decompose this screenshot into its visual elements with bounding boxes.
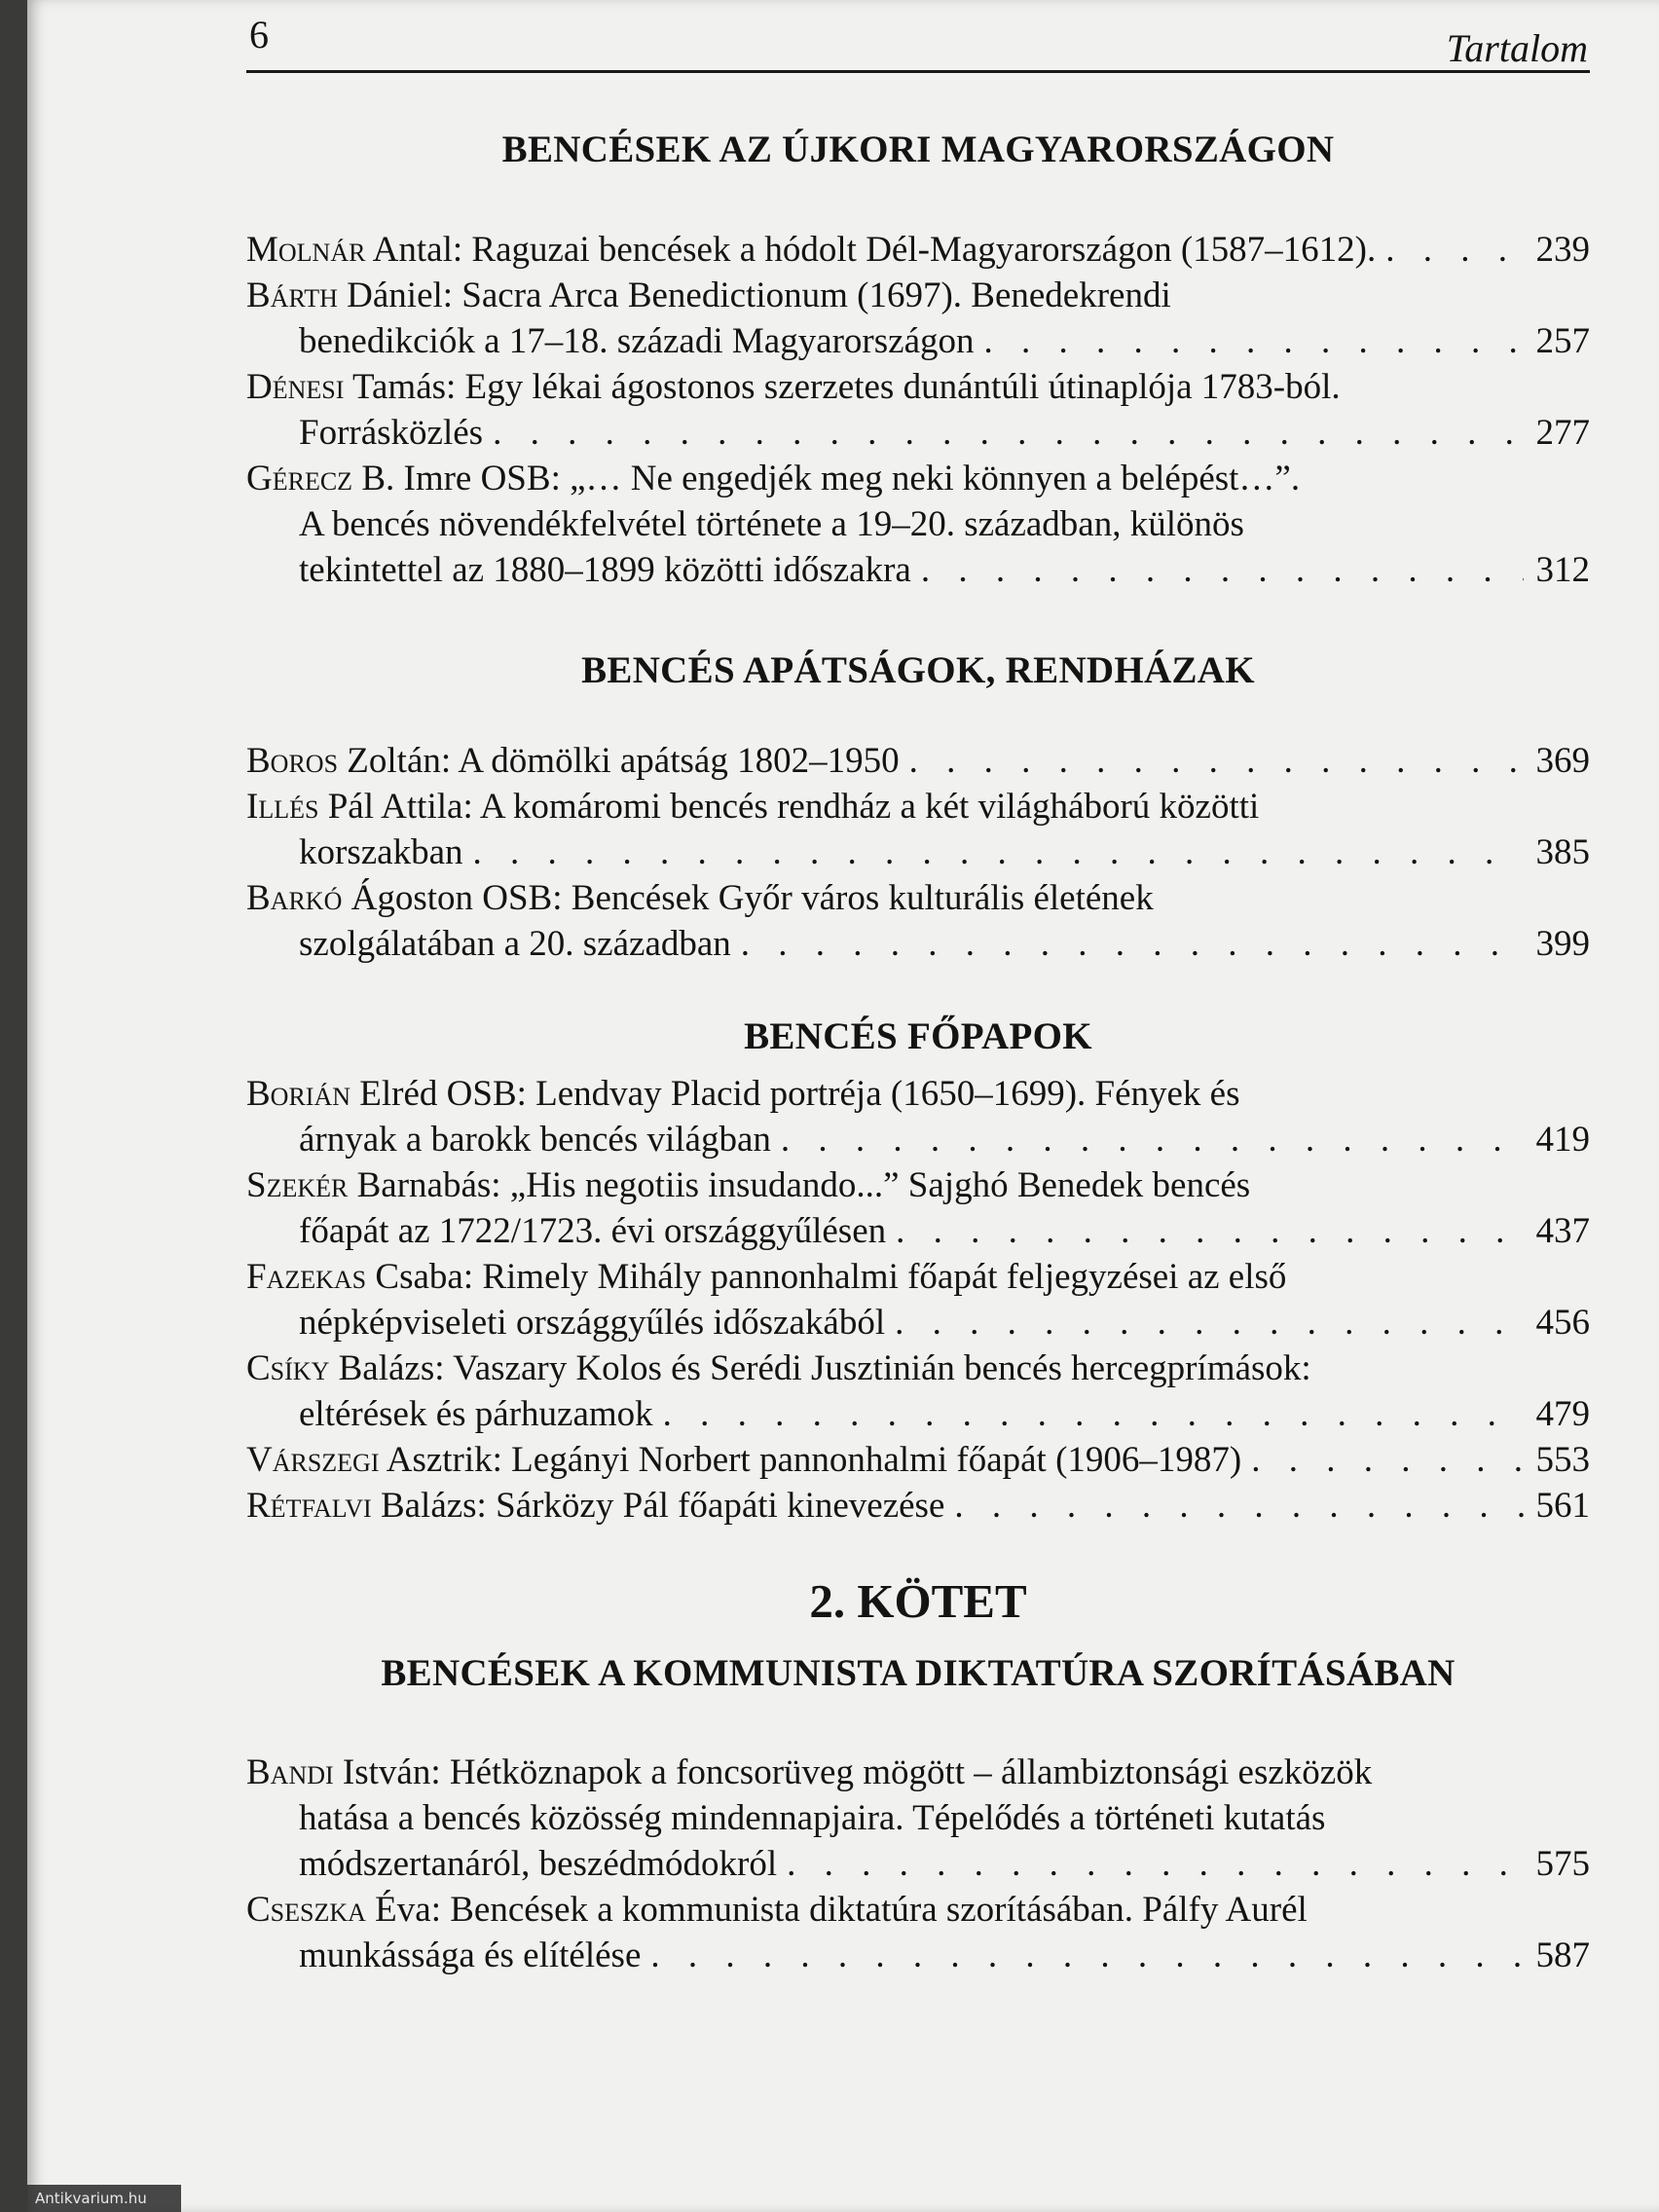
- book-page: [27, 0, 1659, 2212]
- dot-leader: [650, 1933, 1524, 1978]
- toc-section: [246, 227, 1590, 593]
- toc-entry: [246, 1437, 1590, 1483]
- toc-entry: [246, 227, 1590, 273]
- entry-title-continuation: hatása a bencés közösség mindennapjaira. Tépelődés a történeti kutatás: [299, 1798, 1326, 1839]
- section-heading: BENCÉSEK A KOMMUNISTA DIKTATÚRA SZORÍTÁSÁBAN: [381, 1651, 1456, 1694]
- entry-text: [246, 364, 1341, 410]
- author-surname: Borián: [246, 1073, 351, 1114]
- author-surname: Barkó: [246, 877, 343, 918]
- volume-heading: 2. KÖTET: [809, 1573, 1027, 1628]
- entry-title: Pál Attila: A komáromi bencés rendház a két világháború közötti: [327, 786, 1260, 827]
- author-surname: Molnár: [246, 229, 366, 270]
- toc-line: [246, 1750, 1590, 1795]
- dot-leader: [663, 1391, 1524, 1437]
- page-number: 6: [249, 13, 269, 56]
- section-heading: BENCÉS APÁTSÁGOK, RENDHÁZAK: [581, 648, 1255, 691]
- entry-text: [246, 1437, 1241, 1483]
- page-reference: 575: [1535, 1844, 1590, 1885]
- toc-line: [246, 1162, 1590, 1208]
- toc-entry: [246, 1162, 1590, 1254]
- toc-line: [246, 1933, 1590, 1978]
- entry-title-continuation: korszakban: [299, 831, 463, 872]
- entry-title: Asztrik: Legányi Norbert pannonhalmi főapát (1906–1987): [386, 1439, 1242, 1480]
- entry-title: Barnabás: „His negotiis insudando...” Sajghó Benedek bencés: [356, 1164, 1251, 1205]
- toc-line: [246, 1208, 1590, 1254]
- entry-text: [246, 1254, 1286, 1300]
- dot-leader: [1385, 227, 1524, 273]
- entry-title: Ágoston OSB: Bencések Győr város kulturális életének: [350, 877, 1154, 918]
- entry-text: [246, 1346, 1311, 1391]
- entry-title: Balázs: Sárközy Pál főapáti kinevezése: [380, 1485, 945, 1526]
- entry-text: [299, 1391, 653, 1437]
- page-reference: 277: [1535, 412, 1590, 453]
- author-surname: Cseszka: [246, 1890, 366, 1931]
- entry-text: [299, 830, 463, 875]
- page-reference: 437: [1535, 1210, 1590, 1251]
- toc-line: [246, 1437, 1590, 1483]
- entry-title-continuation: módszertanáról, beszédmódokról: [299, 1844, 778, 1885]
- entry-text: [246, 1750, 1372, 1795]
- entry-title-continuation: A bencés növendékfelvétel története a 19–20. században, különös: [299, 503, 1244, 544]
- entry-title-continuation: szolgálatában a 20. században: [299, 923, 731, 964]
- dot-leader: [1251, 1437, 1524, 1483]
- page-reference: 587: [1535, 1936, 1590, 1976]
- entry-title-continuation: főapát az 1722/1723. évi országgyűlésen: [299, 1210, 887, 1251]
- section-heading: BENCÉS FŐPAPOK: [744, 1014, 1092, 1057]
- entry-title-continuation: Forrásközlés: [299, 412, 484, 453]
- page-reference: 561: [1535, 1485, 1590, 1526]
- author-surname: Bárth: [246, 275, 338, 315]
- toc-section: [246, 738, 1590, 967]
- page-reference: 312: [1535, 549, 1590, 590]
- toc-line: [246, 830, 1590, 875]
- entry-title: Csaba: Rimely Mihály pannonhalmi főapát feljegyzései az első: [375, 1256, 1287, 1297]
- entry-text: [299, 501, 1244, 547]
- toc-entry: [246, 364, 1590, 456]
- toc-line: [246, 1117, 1590, 1162]
- toc-line: [246, 921, 1590, 967]
- page-header: [246, 12, 1590, 73]
- entry-title: Zoltán: A dömölki apátság 1802–1950: [347, 740, 900, 781]
- toc-entry: [246, 875, 1590, 967]
- toc-section: [246, 1071, 1590, 1529]
- page-reference: 479: [1535, 1393, 1590, 1434]
- entry-title-continuation: árnyak a barokk bencés világban: [299, 1119, 771, 1160]
- toc-line: [246, 227, 1590, 273]
- toc-line: [246, 1887, 1590, 1933]
- toc-line: [246, 456, 1590, 501]
- entry-text: [299, 1933, 641, 1978]
- page-reference: 385: [1535, 831, 1590, 872]
- toc-entry: [246, 784, 1590, 875]
- toc-line: [246, 1483, 1590, 1529]
- page-reference: 399: [1535, 923, 1590, 964]
- entry-title-continuation: népképviseleti országgyűlés időszakából: [299, 1302, 886, 1343]
- toc-line: [246, 501, 1590, 547]
- watermark: Antikvarium.hu: [27, 2185, 181, 2212]
- toc-line: [246, 364, 1590, 410]
- page-reference: 419: [1535, 1119, 1590, 1160]
- entry-text: [299, 410, 483, 456]
- toc-line: [246, 1071, 1590, 1117]
- toc-section: [246, 1750, 1590, 1978]
- author-surname: Fazekas: [246, 1256, 367, 1297]
- section-heading: BENCÉSEK AZ ÚJKORI MAGYARORSZÁGON: [501, 129, 1335, 170]
- dot-leader: [896, 1208, 1524, 1254]
- toc-line: [246, 1841, 1590, 1887]
- toc-line: [246, 784, 1590, 830]
- dot-leader: [895, 1300, 1524, 1346]
- entry-title: Balázs: Vaszary Kolos és Serédi Jusztinián bencés hercegprímások:: [338, 1347, 1311, 1388]
- entry-text: [299, 1117, 771, 1162]
- author-surname: Dénesi: [246, 366, 345, 407]
- page-reference: 239: [1535, 229, 1590, 270]
- dot-leader: [781, 1117, 1524, 1162]
- entry-title: B. Imre OSB: „… Ne engedjék meg neki könnyen a belépést…”.: [361, 458, 1301, 498]
- entry-title: Antal: Raguzai bencések a hódolt Dél-Magyarországon (1587–1612).: [372, 229, 1377, 270]
- toc-line: [246, 1795, 1590, 1841]
- entry-text: [246, 273, 1171, 318]
- toc-line: [246, 1254, 1590, 1300]
- toc-entry: [246, 1887, 1590, 1978]
- dot-leader: [493, 410, 1524, 456]
- dot-leader: [984, 318, 1525, 364]
- toc-entry: [246, 1483, 1590, 1529]
- entry-text: [299, 1208, 886, 1254]
- entry-title: Dániel: Sacra Arca Benedictionum (1697). Benedekrendi: [347, 275, 1171, 315]
- author-surname: Szekér: [246, 1164, 349, 1205]
- toc-line: [246, 318, 1590, 364]
- author-surname: Gérecz: [246, 458, 353, 498]
- toc-entry: [246, 273, 1590, 364]
- author-surname: Csíky: [246, 1347, 330, 1388]
- toc-line: [246, 1391, 1590, 1437]
- entry-title: Elréd OSB: Lendvay Placid portréja (1650–1699). Fények és: [359, 1073, 1240, 1114]
- page-reference: 456: [1535, 1302, 1590, 1343]
- entry-text: [246, 227, 1376, 273]
- entry-title: Tamás: Egy lékai ágostonos szerzetes dunántúli útinaplója 1783-ból.: [351, 366, 1341, 407]
- author-surname: Illés: [246, 786, 319, 827]
- entry-text: [299, 1795, 1325, 1841]
- toc-line: [246, 273, 1590, 318]
- page-reference: 553: [1535, 1439, 1590, 1480]
- toc-entry: [246, 738, 1590, 784]
- entry-text: [246, 784, 1259, 830]
- toc-line: [246, 738, 1590, 784]
- author-surname: Boros: [246, 740, 339, 781]
- entry-text: [299, 1300, 885, 1346]
- dot-leader: [473, 830, 1525, 875]
- entry-text: [299, 1841, 777, 1887]
- entry-title: István: Hétköznapok a foncsorüveg mögött – állambiztonsági eszközök: [342, 1752, 1373, 1793]
- dot-leader: [954, 1483, 1524, 1529]
- entry-text: [246, 738, 900, 784]
- entry-title: Éva: Bencések a kommunista diktatúra szorításában. Pálfy Aurél: [375, 1890, 1308, 1931]
- entry-text: [299, 547, 911, 593]
- toc-entry: [246, 1254, 1590, 1346]
- dot-leader: [909, 738, 1524, 784]
- running-title: Tartalom: [1446, 26, 1588, 70]
- entry-text: [246, 875, 1154, 921]
- page-reference: 369: [1535, 740, 1590, 781]
- entry-title-continuation: tekintettel az 1880–1899 közötti időszakra: [299, 549, 911, 590]
- toc-line: [246, 1346, 1590, 1391]
- toc-line: [246, 547, 1590, 593]
- entry-text: [246, 1483, 944, 1529]
- toc-entry: [246, 1346, 1590, 1437]
- dot-leader: [741, 921, 1524, 967]
- entry-title-continuation: benedikciók a 17–18. századi Magyarországon: [299, 320, 975, 361]
- toc-entry: [246, 456, 1590, 593]
- toc-line: [246, 875, 1590, 921]
- toc-entry: [246, 1071, 1590, 1162]
- page-reference: 257: [1535, 320, 1590, 361]
- author-surname: Rétfalvi: [246, 1485, 372, 1526]
- entry-text: [299, 318, 975, 364]
- entry-title-continuation: munkássága és elítélése: [299, 1936, 642, 1976]
- dot-leader: [787, 1841, 1524, 1887]
- table-of-contents: [246, 115, 1590, 1978]
- entry-text: [246, 1162, 1250, 1208]
- entry-text: [246, 1887, 1308, 1933]
- entry-text: [246, 456, 1300, 501]
- entry-text: [299, 921, 731, 967]
- entry-title-continuation: eltérések és párhuzamok: [299, 1393, 653, 1434]
- entry-text: [246, 1071, 1240, 1117]
- toc-line: [246, 410, 1590, 456]
- author-surname: Várszegi: [246, 1439, 380, 1480]
- dot-leader: [921, 547, 1524, 593]
- toc-entry: [246, 1750, 1590, 1887]
- toc-line: [246, 1300, 1590, 1346]
- author-surname: Bandi: [246, 1752, 334, 1793]
